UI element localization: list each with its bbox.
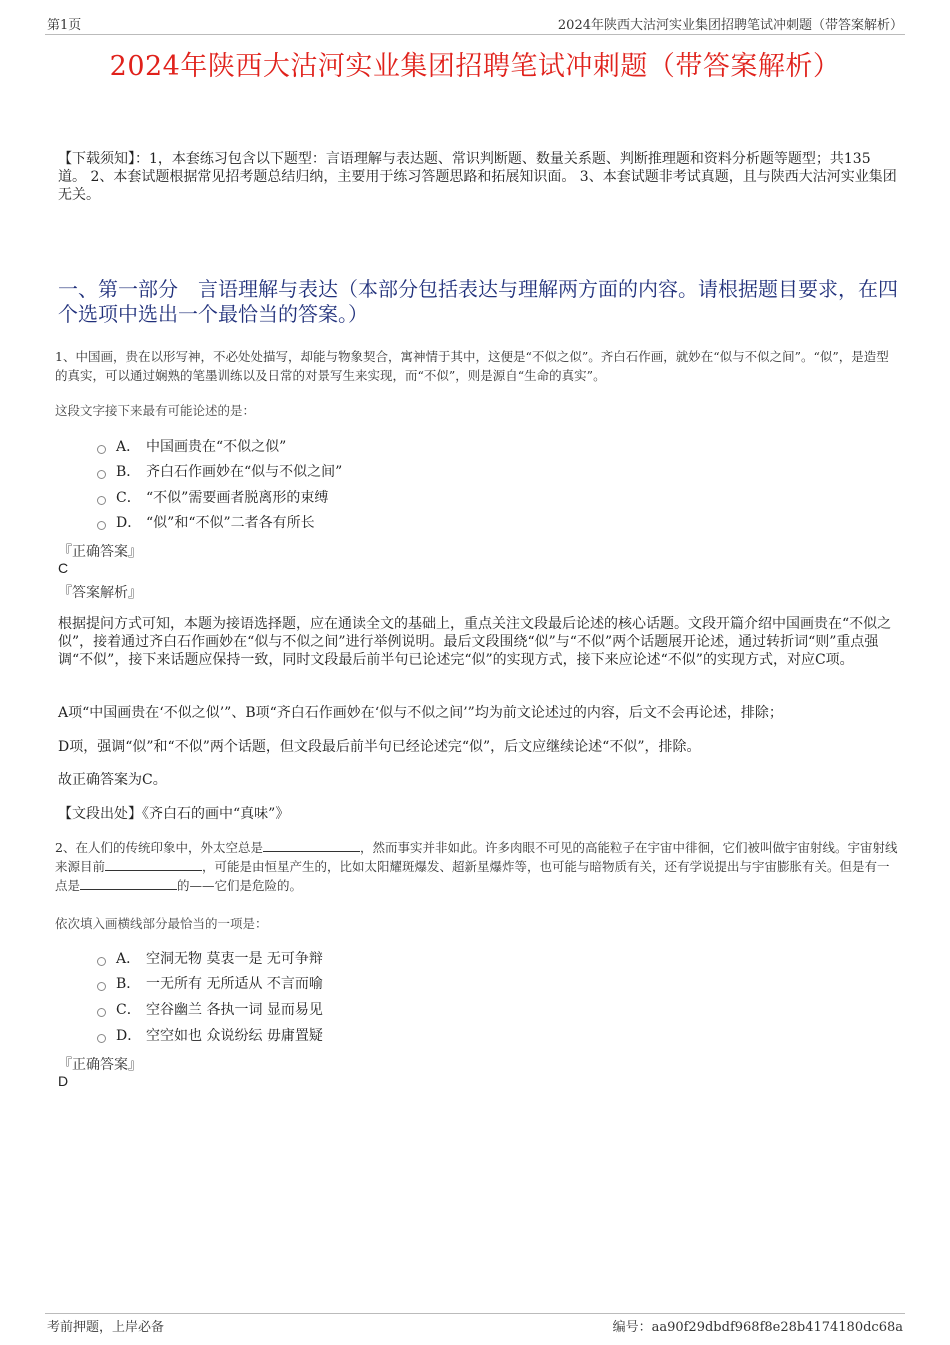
q2-text-part: 的——它们是危险的。 (177, 878, 303, 893)
footer-doc-id: 编号：aa90f29dbdf968f8e28b4174180dc68a (612, 1320, 903, 1335)
q2-option-b[interactable] (97, 973, 323, 993)
q1-option-b[interactable] (97, 461, 342, 481)
q1-option-d[interactable] (97, 512, 315, 532)
option-text: 空谷幽兰 各执一词 显而易见 (146, 1002, 323, 1018)
question-2-prompt: 依次填入画横线部分最恰当的一项是： (55, 916, 268, 931)
radio-icon[interactable] (97, 957, 106, 966)
option-text: 空空如也 众说纷纭 毋庸置疑 (146, 1028, 323, 1044)
option-letter: A． (116, 439, 141, 455)
q1-answer: C (58, 560, 69, 576)
option-text: “不似”需要画者脱离形的束缚 (146, 490, 329, 506)
option-text: 一无所有 无所适从 不言而喻 (146, 976, 323, 992)
q1-option-a[interactable] (97, 436, 286, 456)
q1-answer-label: 『正确答案』 (58, 544, 142, 560)
q1-analysis-label: 『答案解析』 (58, 585, 142, 601)
section-heading: 一、第一部分 言语理解与表达（本部分包括表达与理解两方面的内容。请根据题目要求，在四个选项中选出一个最恰当的答案。） (58, 277, 898, 326)
question-1-text: 1、中国画，贵在以形写神，不必处处描写，却能与物象契合，寓神情于其中，这便是“不似之似”。齐白石作画，就妙在“似与不似之间”。“似”，是造型的真实，可以通过娴熟的笔墨训练以及日常的对景写生来实现，而“不似”，则是源自“生命的真实”。 (55, 349, 889, 383)
q2-option-d[interactable] (97, 1025, 323, 1045)
header-doc-title: 2024年陕西大沽河实业集团招聘笔试冲刺题（带答案解析） (557, 18, 903, 33)
option-letter: C． (116, 490, 141, 506)
page-number: 第1页 (47, 18, 82, 33)
fill-blank-1[interactable] (263, 840, 360, 852)
q2-answer-label: 『正确答案』 (58, 1057, 142, 1073)
option-text: “似”和“不似”二者各有所长 (146, 515, 315, 531)
radio-icon[interactable] (97, 982, 106, 991)
option-letter: D． (116, 515, 142, 531)
radio-icon[interactable] (97, 445, 106, 454)
option-text: 中国画贵在“不似之似” (146, 439, 287, 455)
q1-analysis-paragraph: 根据提问方式可知，本题为接语选择题，应在通读全文的基础上，重点关注文段最后论述的核心话题。文段开篇介绍中国画贵在“不似之似”，接着通过齐白石作画妙在“似与不似之间”进行举例说明。最后文段围绕“似”与“不似”两个话题展开论述，通过转折词“则”重点强调“不似”，接下来话题应保持一致，同时文段最后前半句已论述完“似”的实现方式，接下来应论述“不似”的实现方式，对应C项。 (58, 616, 892, 668)
q1-option-c[interactable] (97, 487, 328, 507)
footer-divider (45, 1313, 905, 1314)
header-divider (45, 34, 905, 35)
option-letter: D． (116, 1028, 142, 1044)
option-letter: A． (116, 951, 141, 967)
option-letter: B． (116, 464, 141, 480)
q2-answer: D (58, 1073, 69, 1089)
option-letter: C． (116, 1002, 141, 1018)
fill-blank-2[interactable] (105, 859, 202, 871)
download-notice: 【下载须知】：1，本套练习包含以下题型：言语理解与表达题、常识判断题、数量关系题、判断推理题和资料分析题等题型；共135道。 2、本套试题根据常见招考题总结归纳，主要用于练习答题思路和拓展知识面。 3、本套试题非考试真题，且与陕西大沽河实业集团无关。 (58, 151, 897, 203)
radio-icon[interactable] (97, 1034, 106, 1043)
question-1-prompt: 这段文字接下来最有可能论述的是： (55, 403, 256, 418)
option-letter: B． (116, 976, 141, 992)
q1-source: 【文段出处】《齐白石的画中“真味”》 (58, 806, 290, 822)
option-text: 齐白石作画妙在“似与不似之间” (146, 464, 343, 480)
radio-icon[interactable] (97, 496, 106, 505)
q2-text-part: ，然而事实并非如此。许多肉眼不可见的高能粒子在宇宙中徘徊，它们被叫做宇宙射线。宇宙射线来源目前 (55, 840, 898, 874)
option-text: 空洞无物 莫衷一是 无可争辩 (146, 951, 323, 967)
footer-slogan: 考前押题，上岸必备 (47, 1320, 165, 1335)
q2-text-part: 2、在人们的传统印象中，外太空总是 (55, 840, 263, 855)
q2-option-c[interactable] (97, 999, 323, 1019)
q2-option-a[interactable] (97, 948, 323, 968)
q1-analysis-paragraph: A项“中国画贵在‘不似之似’”、B项“齐白石作画妙在‘似与不似之间’”均为前文论述过的内容，后文不会再论述，排除； (58, 705, 783, 721)
question-2-text (55, 838, 900, 895)
radio-icon[interactable] (97, 470, 106, 479)
page-title: 2024年陕西大沽河实业集团招聘笔试冲刺题（带答案解析） (109, 51, 841, 82)
q1-analysis-paragraph: D项，强调“似”和“不似”两个话题，但文段最后前半句已经论述完“似”，后文应继续论述“不似”，排除。 (58, 739, 701, 755)
radio-icon[interactable] (97, 521, 106, 530)
radio-icon[interactable] (97, 1008, 106, 1017)
q1-analysis-paragraph: 故正确答案为C。 (58, 772, 167, 788)
fill-blank-3[interactable] (80, 878, 177, 890)
q2-text-part: ，可能是由恒星产生的，比如太阳耀斑爆发、超新星爆炸等，也可能与暗物质有关，还有学说提出与宇宙膨胀有关。但是有一点是 (55, 859, 890, 893)
